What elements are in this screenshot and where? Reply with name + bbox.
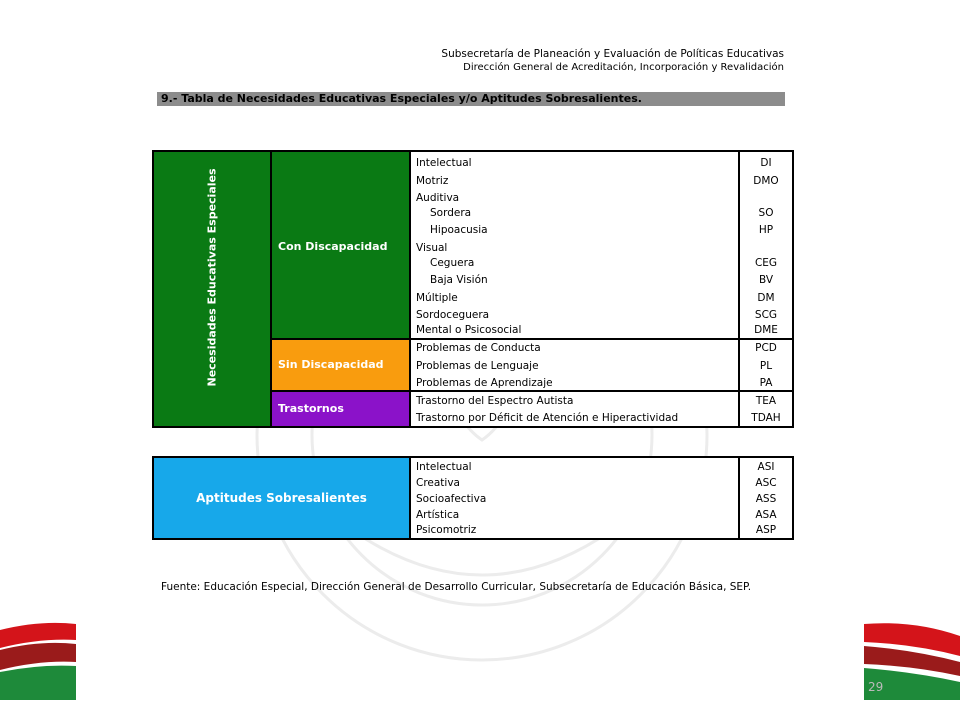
item-motriz: Motriz xyxy=(416,175,449,187)
section-title: 9.- Tabla de Necesidades Educativas Especiales y/o Aptitudes Sobresalientes. xyxy=(157,92,785,106)
apt-artistica: Artística xyxy=(416,509,460,521)
item-visual: Visual xyxy=(416,242,448,254)
nee-table xyxy=(152,150,794,428)
item-auditiva: Auditiva xyxy=(416,192,460,204)
code-pcd: PCD xyxy=(755,342,777,354)
nee-main-label: Necesidades Educativas Especiales xyxy=(205,168,219,387)
item-hipoacusia: Hipoacusia xyxy=(430,224,488,236)
item-problemas-lenguaje: Problemas de Lenguaje xyxy=(416,360,539,372)
apt-psicomotriz: Psicomotriz xyxy=(416,524,477,536)
group-con-discapacidad-label: Con Discapacidad xyxy=(278,240,388,253)
aptitudes-table xyxy=(152,456,794,540)
item-tea: Trastorno del Espectro Autista xyxy=(416,395,574,407)
item-baja-vision: Baja Visión xyxy=(430,274,488,286)
source-note: Fuente: Educación Especial, Dirección General de Desarrollo Curricular, Subsecretaría de Educación Básica, SEP. xyxy=(161,581,752,593)
item-tdah: Trastorno por Déficit de Atención e Hiperactividad xyxy=(416,412,679,424)
item-mental-psicosocial: Mental o Psicosocial xyxy=(416,324,522,336)
page-number: 29 xyxy=(868,680,884,694)
code-bv: BV xyxy=(758,274,774,286)
group-trastornos-label: Trastornos xyxy=(278,402,344,415)
item-intelectual: Intelectual xyxy=(416,157,472,169)
code-asp: ASP xyxy=(755,524,777,536)
item-problemas-aprendizaje: Problemas de Aprendizaje xyxy=(416,377,553,389)
code-scg: SCG xyxy=(754,309,778,321)
code-so: SO xyxy=(758,207,774,219)
item-multiple: Múltiple xyxy=(416,292,458,304)
code-tea: TEA xyxy=(755,395,777,407)
code-asa: ASA xyxy=(755,509,777,521)
aptitudes-label: Aptitudes Sobresalientes xyxy=(196,491,367,505)
code-asi: ASI xyxy=(757,461,775,473)
code-ceg: CEG xyxy=(754,257,778,269)
header-line-2: Dirección General de Acreditación, Incorporación y Revalidación xyxy=(463,62,784,73)
item-sordera: Sordera xyxy=(430,207,472,219)
code-dmo: DMO xyxy=(753,175,779,187)
left-corner-decoration xyxy=(0,620,80,700)
item-ceguera: Ceguera xyxy=(430,257,475,269)
code-asc: ASC xyxy=(755,477,777,489)
code-ass: ASS xyxy=(755,493,777,505)
code-pl: PL xyxy=(759,360,773,372)
code-dm: DM xyxy=(757,292,775,304)
code-dme: DME xyxy=(754,324,778,336)
code-di: DI xyxy=(760,157,772,169)
code-tdah: TDAH xyxy=(751,412,781,424)
header-line-1: Subsecretaría de Planeación y Evaluación de Políticas Educativas xyxy=(441,48,784,60)
apt-creativa: Creativa xyxy=(416,477,460,489)
apt-socioafectiva: Socioafectiva xyxy=(416,493,487,505)
code-hp: HP xyxy=(758,224,774,236)
item-problemas-conducta: Problemas de Conducta xyxy=(416,342,541,354)
apt-intelectual: Intelectual xyxy=(416,461,472,473)
item-sordoceguera: Sordoceguera xyxy=(416,309,490,321)
group-sin-discapacidad-label: Sin Discapacidad xyxy=(278,358,384,371)
code-pa: PA xyxy=(759,377,773,389)
